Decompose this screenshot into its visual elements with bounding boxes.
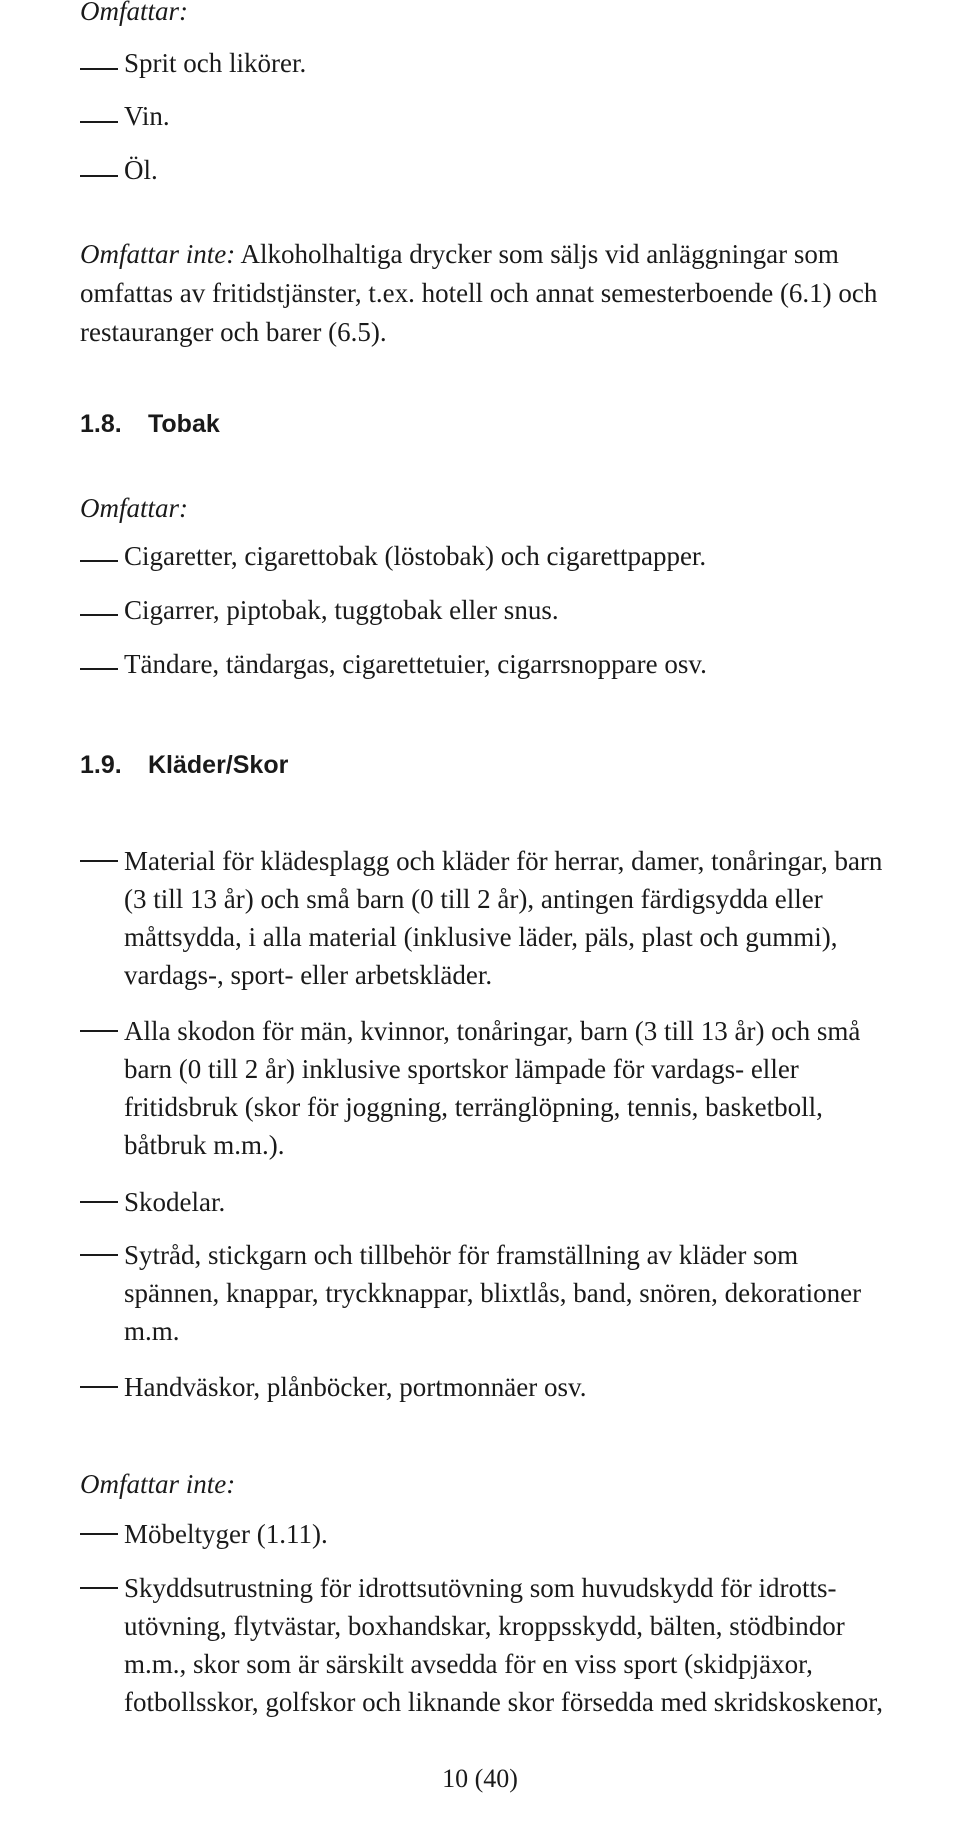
list-dash <box>80 560 118 562</box>
includes-label: Omfattar: <box>80 0 188 26</box>
list-dash <box>80 1587 118 1589</box>
list-item <box>124 1515 328 1553</box>
section-number: 1.9. <box>80 751 122 779</box>
list-dash <box>80 614 118 616</box>
list-item-line: vardags-, sport- eller arbetskläder. <box>124 960 493 990</box>
includes-label: Omfattar: <box>80 493 188 523</box>
list-dash <box>80 1201 118 1203</box>
page-number: 10 (40) <box>442 1764 518 1793</box>
list-item: Öl. <box>124 155 158 185</box>
list-dash <box>80 1030 118 1032</box>
excludes-label: Omfattar inte: <box>80 239 236 269</box>
list-item <box>124 1368 586 1406</box>
list-item-line: Alla skodon för män, kvinnor, tonåringar, barn (3 till 13 år) och små <box>124 1016 861 1046</box>
list-dash <box>80 121 118 123</box>
list-dash <box>80 668 118 670</box>
list-item-line: båtbruk m.m.). <box>124 1130 285 1160</box>
list-item <box>124 1183 225 1221</box>
paragraph-line: omfattas av fritidstjänster, t.ex. hotell och annat semesterboende (6.1) och <box>80 278 878 308</box>
list-item-line: måttsydda, i alla material (inklusive läder, päls, plast och gummi), <box>124 922 838 952</box>
list-item-line: fritidsbruk (skor för joggning, terränglöpning, tennis, basketboll, <box>124 1092 823 1122</box>
list-item-line: m.m. <box>124 1316 180 1346</box>
list-item-line: Skyddsutrustning för idrottsutövning som huvudskydd för idrotts- <box>124 1573 837 1603</box>
list-item <box>124 1569 883 1721</box>
list-item-line: Handväskor, plånböcker, portmonnäer osv. <box>124 1372 587 1402</box>
list-dash <box>80 1386 118 1388</box>
excludes-paragraph <box>80 235 877 352</box>
list-item-line: Material för klädesplagg och kläder för herrar, damer, tonåringar, barn <box>124 846 883 876</box>
list-item <box>124 842 882 994</box>
list-item-line: fotbollsskor, golfskor och liknande skor försedda med skridskoskenor, <box>124 1687 883 1717</box>
section-title: Kläder/Skor <box>148 751 289 779</box>
list-item-line: utövning, flytvästar, boxhandskar, kroppsskydd, bälten, stödbindor <box>124 1611 845 1641</box>
list-item: Vin. <box>124 101 170 131</box>
section-number: 1.8. <box>80 410 122 438</box>
list-item-line: barn (0 till 2 år) inklusive sportskor lämpade för vardags- eller <box>124 1054 799 1084</box>
list-item-line: spännen, knappar, tryckknappar, blixtlås, band, snören, dekorationer <box>124 1278 862 1308</box>
list-item <box>124 1012 860 1164</box>
list-item-line: Skodelar. <box>124 1187 226 1217</box>
paragraph-line: Alkoholhaltiga drycker som säljs vid anläggningar som <box>240 239 839 269</box>
section-title: Tobak <box>148 410 220 438</box>
list-dash <box>80 175 118 177</box>
list-item: Cigarrer, piptobak, tuggtobak eller snus. <box>124 595 559 625</box>
list-item-line: m.m., skor som är särskilt avsedda för en viss sport (skidpjäxor, <box>124 1649 813 1679</box>
list-item-line: Sytråd, stickgarn och tillbehör för framställning av kläder som <box>124 1240 799 1270</box>
list-item <box>124 1236 861 1350</box>
list-dash <box>80 1254 118 1256</box>
list-item: Cigaretter, cigarettobak (löstobak) och cigarettpapper. <box>124 541 707 571</box>
excludes-label: Omfattar inte: <box>80 1469 236 1499</box>
list-item: Sprit och likörer. <box>124 48 307 78</box>
list-item: Tändare, tändargas, cigarettetuier, cigarrsnoppare osv. <box>124 649 707 679</box>
list-dash <box>80 860 118 862</box>
list-dash <box>80 1533 118 1535</box>
list-item-line: (3 till 13 år) och små barn (0 till 2 år), antingen färdigsydda eller <box>124 884 823 914</box>
list-dash <box>80 68 118 70</box>
list-item-line: Möbeltyger (1.11). <box>124 1519 328 1549</box>
paragraph-line: restauranger och barer (6.5). <box>80 317 387 347</box>
